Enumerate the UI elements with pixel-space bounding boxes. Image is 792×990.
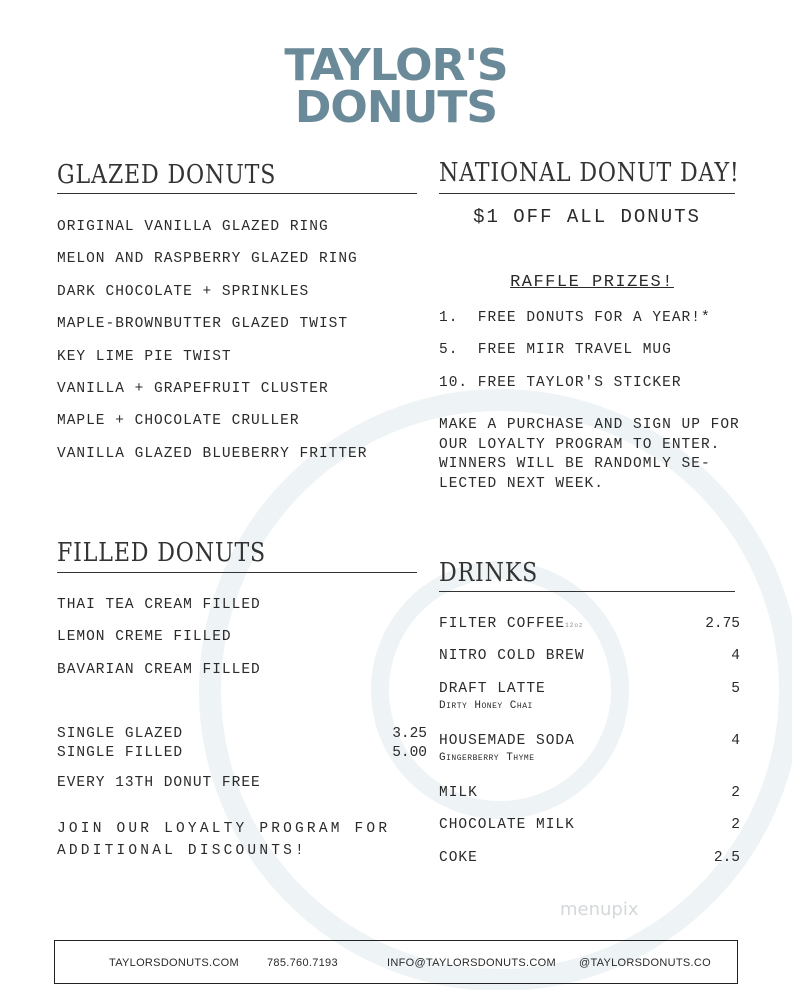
drink-name xyxy=(439,785,478,802)
prize-item: 1. FREE DONUTS FOR A YEAR!* xyxy=(439,310,711,326)
filled-heading: FILLED DONUTS xyxy=(57,538,267,568)
note-line: WINNERS WILL BE RANDOMLY SE- xyxy=(439,456,711,472)
drink-subtitle: Gingerberry Thyme xyxy=(439,751,535,764)
social-handle[interactable]: @TAYLORSDONUTS.CO xyxy=(579,957,711,969)
list-item: KEY LIME PIE TWIST xyxy=(57,348,232,365)
drink-price: 2 xyxy=(731,817,740,834)
list-item: THAI TEA CREAM FILLED xyxy=(57,597,261,613)
drink-name-text: NITRO COLD BREW xyxy=(439,648,585,665)
list-item: BAVARIAN CREAM FILLED xyxy=(57,661,261,678)
drink-size: 12oz xyxy=(565,622,584,629)
divider xyxy=(439,591,735,592)
drink-price: 2 xyxy=(731,784,740,801)
logo-line2: DONUTS xyxy=(294,82,498,133)
website-link[interactable]: TAYLORSDONUTS.COM xyxy=(109,957,239,969)
drink-price: 5 xyxy=(731,680,740,697)
note-line: MAKE A PURCHASE AND SIGN UP FOR xyxy=(439,417,740,433)
drink-price: 2.5 xyxy=(713,849,740,866)
menupix-watermark: menupix xyxy=(560,899,639,920)
drink-subtitle: Dirty Honey Chai xyxy=(439,699,533,712)
drink-name xyxy=(439,648,585,665)
drink-price: 4 xyxy=(731,732,740,749)
list-item: MELON AND RASPBERRY GLAZED RING xyxy=(57,251,358,268)
note-line: OUR LOYALTY PROGRAM TO ENTER. xyxy=(439,436,721,453)
raffle-heading: RAFFLE PRIZES! xyxy=(510,273,674,292)
list-item: VANILLA GLAZED BLUEBERRY FRITTER xyxy=(57,445,368,462)
drink-name xyxy=(439,733,575,750)
list-item: ORIGINAL VANILLA GLAZED RING xyxy=(57,219,329,235)
list-item: MAPLE + CHOCOLATE CRULLER xyxy=(57,413,300,430)
drink-name-text: DRAFT LATTE xyxy=(439,680,546,697)
drink-name-text: HOUSEMADE SODA xyxy=(439,732,575,749)
every-13th-note: EVERY 13TH DONUT FREE xyxy=(57,775,261,791)
email-link[interactable]: INFO@TAYLORSDONUTS.COM xyxy=(387,957,556,969)
single-glazed-price: 3.25 xyxy=(392,726,427,742)
drink-name xyxy=(439,850,478,867)
logo-line1: TAYLOR'S xyxy=(284,40,508,91)
drink-name xyxy=(439,817,575,834)
list-item: VANILLA + GRAPEFRUIT CLUSTER xyxy=(57,381,329,397)
list-item: DARK CHOCOLATE + SPRINKLES xyxy=(57,283,310,300)
loyalty-line2: ADDITIONAL DISCOUNTS! xyxy=(57,843,307,859)
footer-contact xyxy=(54,940,738,984)
divider xyxy=(439,193,735,194)
single-filled-label: SINGLE FILLED xyxy=(57,745,184,761)
drink-name-text: MILK xyxy=(439,784,478,801)
prize-item: 5. FREE MIIR TRAVEL MUG xyxy=(439,342,672,359)
drink-price: 2.75 xyxy=(705,616,740,632)
drink-name xyxy=(439,616,584,634)
offer-text: $1 OFF ALL DONUTS xyxy=(473,206,701,228)
loyalty-line1: JOIN OUR LOYALTY PROGRAM FOR xyxy=(57,821,391,837)
drink-name xyxy=(439,681,546,698)
drink-name-text: COKE xyxy=(439,849,478,866)
national-heading: NATIONAL DONUT DAY! xyxy=(439,158,740,188)
phone-number[interactable]: 785.760.7193 xyxy=(267,957,338,969)
list-item: MAPLE-BROWNBUTTER GLAZED TWIST xyxy=(57,316,349,333)
drink-price: 4 xyxy=(731,648,740,665)
drink-name-text: FILTER COFFEE xyxy=(439,616,566,632)
drinks-heading: DRINKS xyxy=(439,558,539,588)
divider xyxy=(57,572,417,573)
glazed-heading: GLAZED DONUTS xyxy=(57,160,277,190)
list-item: LEMON CREME FILLED xyxy=(57,629,232,646)
single-glazed-label: SINGLE GLAZED xyxy=(57,726,184,742)
drink-name-text: CHOCOLATE MILK xyxy=(439,817,575,834)
single-filled-price: 5.00 xyxy=(392,745,427,761)
divider xyxy=(57,193,417,194)
note-line: LECTED NEXT WEEK. xyxy=(439,475,604,492)
prize-item: 10. FREE TAYLOR'S STICKER xyxy=(439,374,682,391)
